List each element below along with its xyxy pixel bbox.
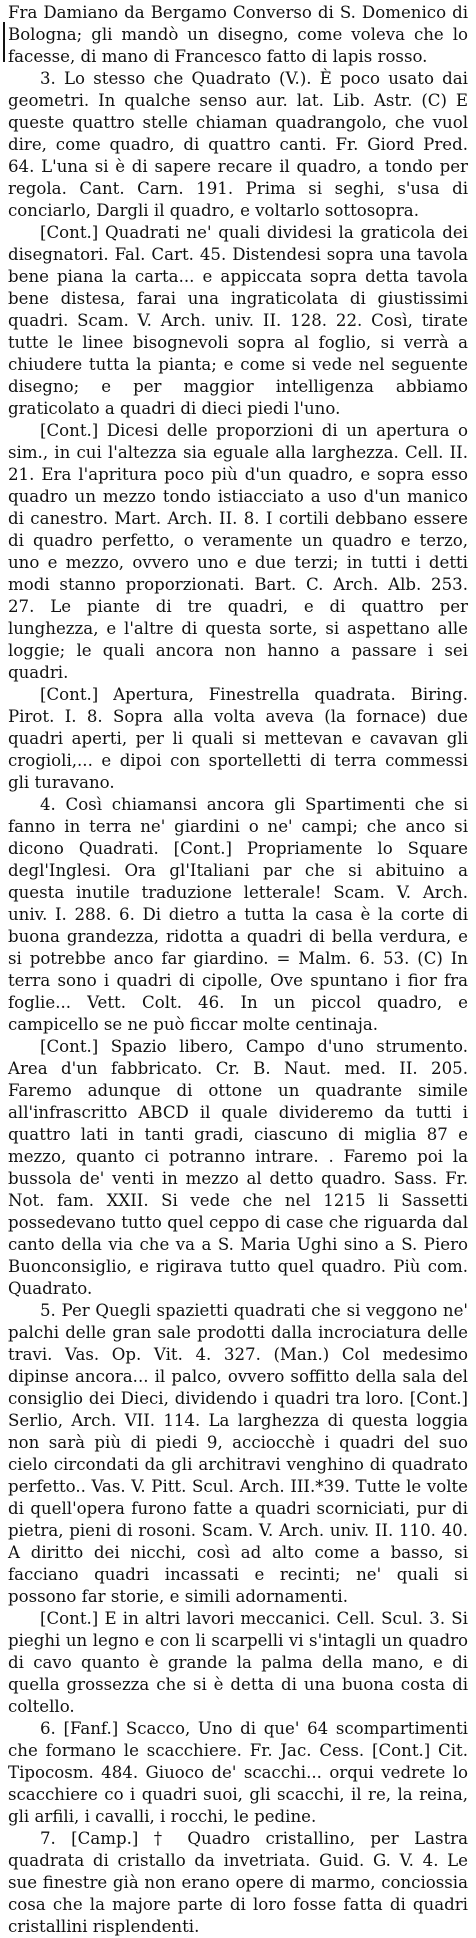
paragraph-cont-spazio: [Cont.] Spazio libero, Campo d'uno strumento. Area d'un fabbricato. Cr. B. Naut. med. II. 205. Faremo adunque di ottone un quadrante simile all'infrascritto ABCD il quale divideremo da tutti i quattro lati in tanti gradi, ciascuno di miglia 87 e mezzo, quanto ci potranno intrare. . Faremo poi la bussola de' venti in mezzo al detto quadro. Sass. Fr. Not. fam. XXII. Si vede che nel 1215 li Sassetti possedevano tutto quel ceppo di case che riguarda dal canto della via che va a S. Maria Ughi sino a S. Piero Buonconsiglio, e rigirava tutto quel quadro. Più com. Quadrato. bbox=[8, 1037, 468, 1298]
margin-rule bbox=[3, 22, 5, 62]
paragraph-sense-7: 7. [Camp.] † Quadro cristallino, per Lastra quadrata di cristallo da invetriata. Guid. G. V. 4. Le sue finestre già non erano opere di marmo, conciossia cosa che la majore parte di loro fosse fatta di quadri cristallini risplendenti. bbox=[8, 1829, 468, 1936]
paragraph-sense-6: 6. [Fanf.] Scacco, Uno di que' 64 scompartimenti che formano le scacchiere. Fr. Jac. Cess. [Cont.] Cit. Tipocosm. 484. Giuoco de' scacchi... orqui vedrete lo scacchiere co i quadri suoi, gli scacchi, il re, la reina, gli arfili, i cavalli, i rocchi, le pedine. bbox=[8, 1719, 468, 1826]
paragraph-cont-meccanici: [Cont.] E in altri lavori meccanici. Cell. Scul. 3. Si pieghi un legno e con li scarpelli vi s'intagli un quadro di cavo quanto è grande la palma della mano, e di quella grossezza che si è detta di una buona costa di coltello. bbox=[8, 1609, 468, 1716]
paragraph-cont-apertura: [Cont.] Dicesi delle proporzioni di un apertura o sim., in cui l'altezza sia eguale alla larghezza. Cell. II. 21. Era l'apritura poco più d'un quadro, e sopra esso quadro un mezzo tondo istiacciato a uso d'un manico di canestro. Mart. Arch. II. 8. I cortili debbano essere di quadro perfetto, o veramente un quadro e terzo, uno e mezzo, ovvero uno e due terzi; in tutti i detti modi stanno proporzionati. Bart. C. Arch. Alb. 253. 27. Le piante di tre quadri, e di quattro per lunghezza, e l'altre di questa sorte, si aspettano alle loggie; le quali ancora non hanno a passare i sei quadri. bbox=[8, 421, 468, 682]
paragraph-intro: Fra Damiano da Bergamo Converso di S. Domenico di Bologna; gli mandò un disegno, come voleva che lo facesse, di mano di Francesco fatto di lapis rosso. bbox=[8, 3, 468, 66]
paragraph-cont-finestrella: [Cont.] Apertura, Finestrella quadrata. Biring. Pirot. I. 8. Sopra alla volta aveva (la fornace) due quadri aperti, per li quali si mettevan e cavavan gli crogioli,... e dipoi con sportelletti di terra commessi gli turavano. bbox=[8, 685, 468, 792]
paragraph-cont-graticola: [Cont.] Quadrati ne' quali dividesi la graticola dei disegnatori. Fal. Cart. 45. Distendesi sopra una tavola bene piana la carta... e appiccata sopra detta tavola bene distesa, farai una ingraticolata di giustissimi quadri. Scam. V. Arch. univ. II. 128. 22. Così, tirate tutte le linee bisognevoli sopra al foglio, si verrà a chiudere tutta la pianta; e come si vede nel seguente disegno; e per maggior intelligenza abbiamo graticolato a quadri di dieci piedi l'uno. bbox=[8, 223, 468, 418]
paragraph-sense-5: 5. Per Quegli spazietti quadrati che si veggono ne' palchi delle gran sale prodotti dalla incrociatura delle travi. Vas. Op. Vit. 4. 327. (Man.) Col medesimo dipinse ancora... il palco, ovvero soffitto della sala del consiglio dei Dieci, dividendo i quadri tra loro. [Cont.] Serlio, Arch. VII. 114. La larghezza di questa loggia non sarà più di piedi 9, acciocchè i quadri del suo cielo circondati da gli architravi venghino di quadrato perfetto.. Vas. V. Pitt. Scul. Arch. III.*39. Tutte le volte di quell'opera furono fatte a quadri scorniciati, pur di pietra, pieni di rosoni. Scam. V. Arch. univ. II. 110. 40. A diritto dei nicchi, così ad alto come a basso, si facciano quadri incassati e recinti; ne' quali si possono far storie, e simili adornamenti. bbox=[8, 1301, 468, 1606]
paragraph-sense-3: 3. Lo stesso che Quadrato (V.). È poco usato dai geometri. In qualche senso aur. lat. Lib. Astr. (C) E queste quattro stelle chiaman quadrangolo, che vuol dire, come quadro, di quattro canti. Fr. Giord Pred. 64. L'una si è di sapere recare il quadro, a tondo per regola. Cant. Carn. 191. Prima si seghi, s'usa di conciarlo, Dargli il quadro, e voltarlo sottosopra. bbox=[8, 69, 468, 220]
paragraph-sense-4: 4. Così chiamansi ancora gli Spartimenti che si fanno in terra ne' giardini o ne' campi; che anco si dicono Quadrati. [Cont.] Propriamente lo Square degl'Inglesi. Ora gl'Italiani par che si abituino a questa inutile traduzione letterale! Scam. V. Arch. univ. I. 288. 6. Di dietro a tutta la casa è la corte di buona grandezza, ridotta a quadri di bella verdura, e si potrebbe anco far giardino. = Malm. 6. 53. (C) In terra sono i quadri di cipolle, Ove spuntano i fior fra foglie... Vett. Colt. 46. In un piccol quadro, e campicello se ne può ficcar molte centinaja. bbox=[8, 795, 468, 1034]
